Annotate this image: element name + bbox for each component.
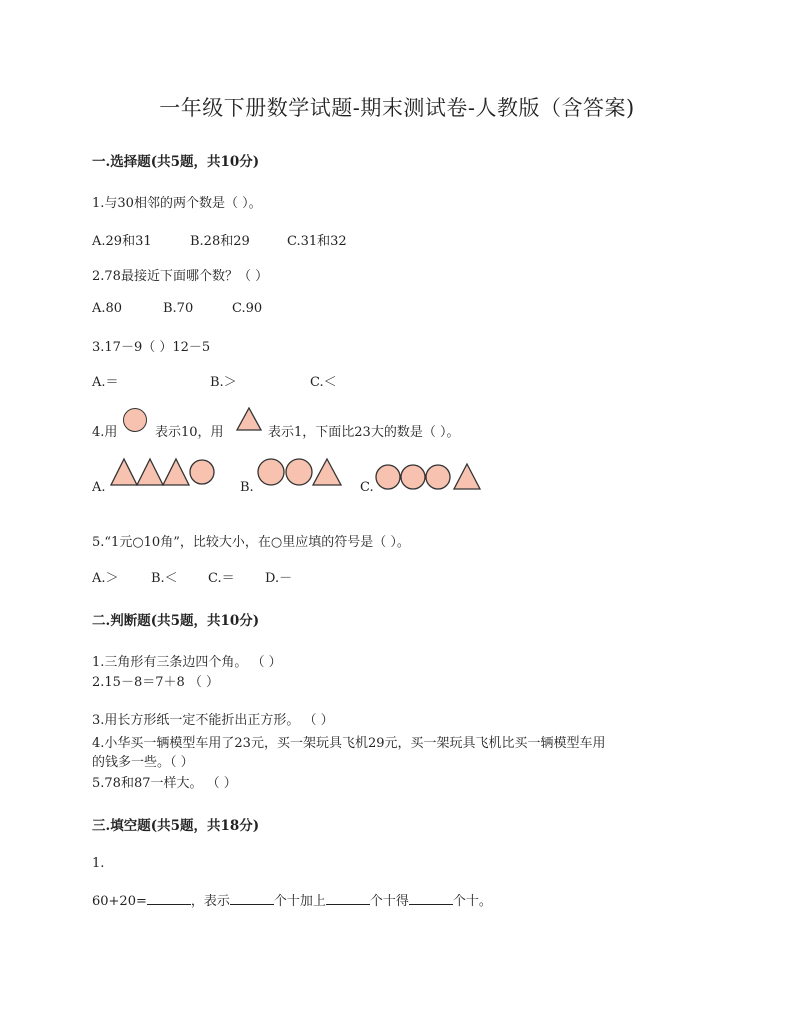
q2-option-c: C.90 [232, 301, 263, 316]
question-4-prefix: 4.用 [92, 425, 118, 440]
q4-option-c: C. [360, 480, 374, 495]
triangle-icon [137, 459, 163, 485]
answer-blank[interactable] [409, 891, 453, 905]
question-1: 1.与30相邻的两个数是（ ）。 [92, 196, 262, 211]
q4-option-a-shapes [110, 456, 220, 488]
q5-option-d: D.－ [265, 571, 293, 586]
triangle-icon [313, 459, 341, 485]
triangle-icon [454, 464, 480, 489]
q5-option-b: B.＜ [151, 571, 178, 586]
circle-icon [376, 465, 400, 489]
circle-icon [401, 465, 425, 489]
answer-blank[interactable] [230, 891, 274, 905]
q1-option-a: A.29和31 [92, 234, 152, 249]
q4-option-a: A. [92, 480, 106, 495]
question-5: 5.“1元○10角”，比较大小，在○里应填的符号是（ ）。 [92, 535, 410, 550]
fill-q1-part5: 个十。 [452, 894, 492, 909]
circle-icon [258, 459, 284, 485]
q1-option-b: B.28和29 [190, 234, 250, 249]
q2-option-b: B.70 [163, 301, 194, 316]
judgement-item-1: 1.三角形有三条边四个角。 （ ） [92, 655, 282, 670]
q3-option-a: A.＝ [92, 375, 119, 390]
triangle-icon [111, 459, 137, 485]
section-heading-fill: 三.填空题(共5题，共18分) [92, 818, 260, 834]
q5-option-a: A.＞ [92, 571, 119, 586]
section-heading-choice: 一.选择题(共5题，共10分) [92, 154, 260, 170]
answer-blank[interactable] [147, 891, 191, 905]
q4-option-b-shapes [256, 456, 346, 488]
q1-option-c: C.31和32 [287, 234, 347, 249]
section-heading-judgement: 二.判断题(共5题，共10分) [92, 613, 260, 629]
triangle-icon [163, 459, 189, 485]
judgement-item-4: 4.小华买一辆模型车用了23元，买一架玩具飞机29元，买一架玩具飞机比买一辆模型车用 [92, 736, 606, 751]
question-3: 3.17－9（ ）12－5 [92, 340, 211, 355]
circle-icon [286, 459, 312, 485]
q2-option-a: A.80 [92, 301, 123, 316]
q3-option-c: C.＜ [310, 375, 337, 390]
q5-option-c: C.＝ [208, 571, 235, 586]
fill-q1-part4: 个十得 [369, 894, 409, 909]
answer-blank[interactable] [326, 891, 370, 905]
page-title: 一年级下册数学试题-期末测试卷-人教版（含答案) [159, 96, 635, 120]
fill-q1-part2: ，表示 [190, 894, 230, 909]
fill-question-1 [92, 890, 492, 909]
q4-option-b: B. [240, 480, 254, 495]
fill-q1-part3: 个十加上 [273, 894, 326, 909]
q3-option-b: B.＞ [210, 375, 237, 390]
judgement-item-4-continued: 的钱多一些。（ ） [92, 755, 194, 770]
fill-question-1-number: 1. [92, 856, 105, 871]
circle-icon [426, 465, 450, 489]
circle-icon [190, 460, 214, 484]
circle-icon [123, 408, 147, 432]
triangle-icon [235, 406, 263, 432]
judgement-item-3: 3.用长方形纸一定不能折出正方形。 （ ） [92, 713, 334, 728]
judgement-item-5: 5.78和87一样大。 （ ） [92, 776, 237, 791]
question-4-suffix: 表示1，下面比23大的数是（ ）。 [268, 425, 460, 440]
fill-q1-part1: 60+20= [92, 894, 147, 909]
q4-option-c-shapes [374, 460, 484, 492]
judgement-item-2: 2.15－8＝7＋8 （ ） [92, 675, 220, 690]
question-2: 2.78最接近下面哪个数？（ ） [92, 269, 269, 284]
question-4-mid: 表示10，用 [155, 425, 224, 440]
